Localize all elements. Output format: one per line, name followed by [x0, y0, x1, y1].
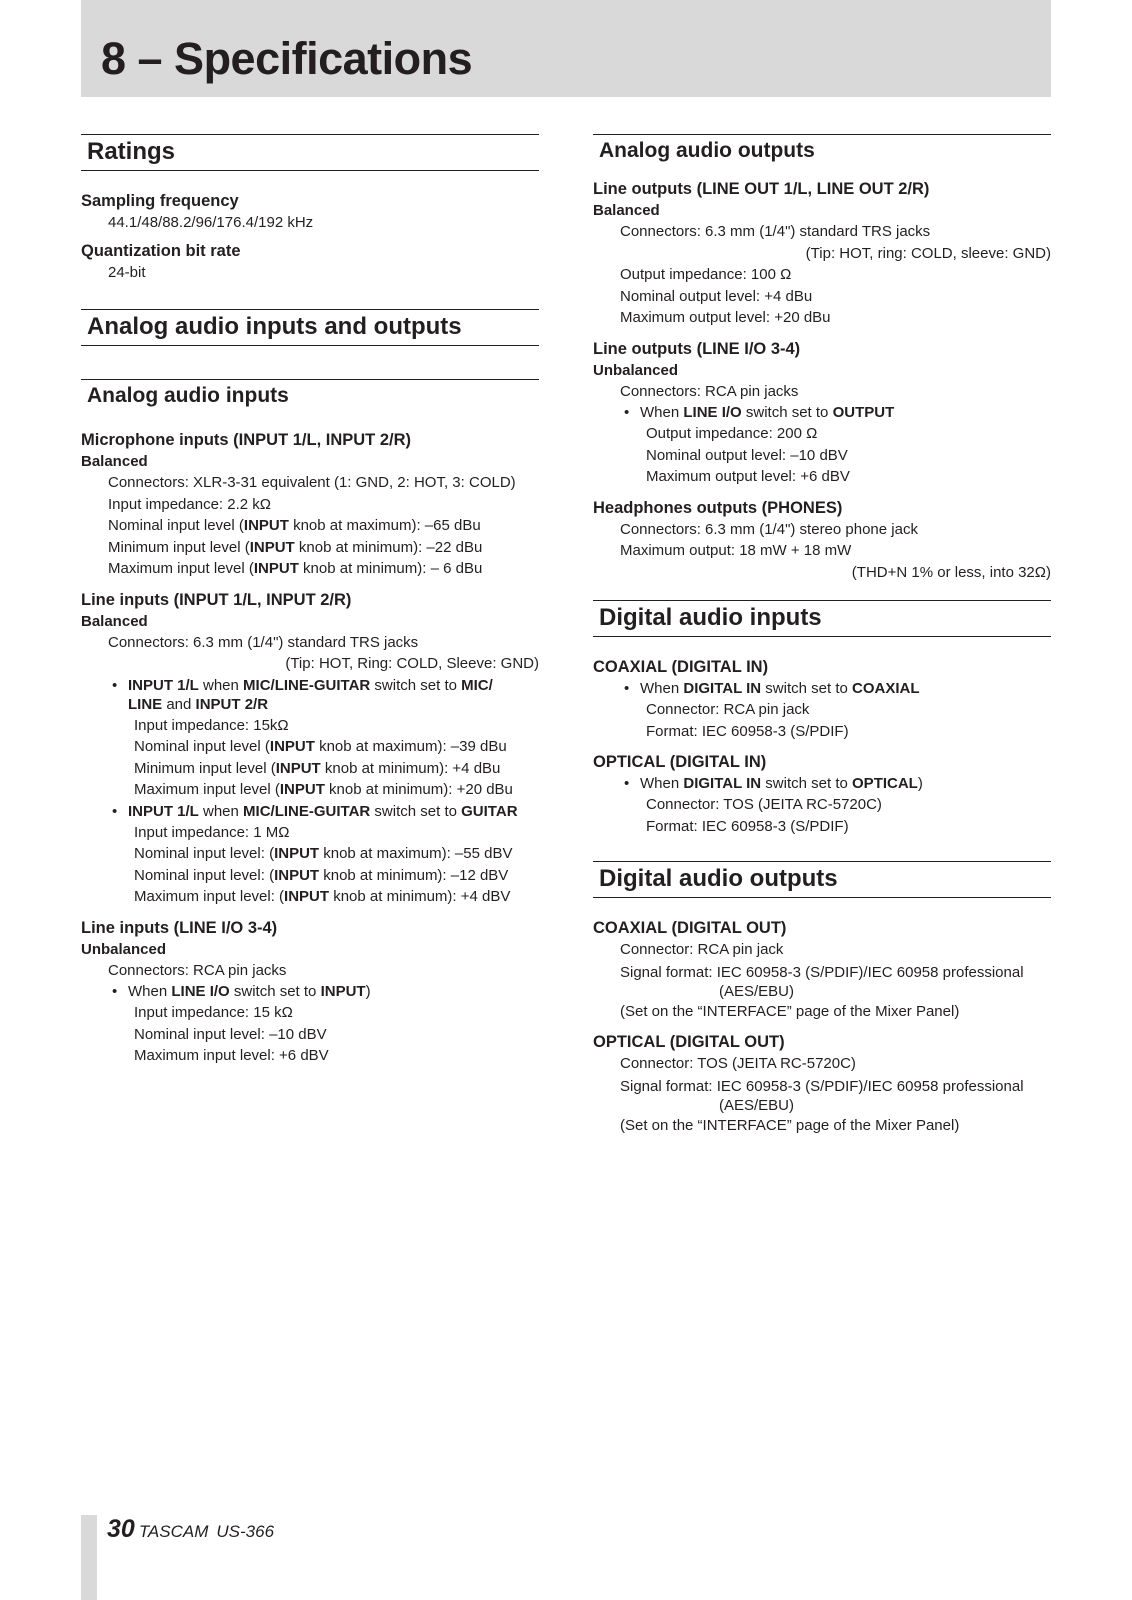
line-outputs-12-sub: Balanced: [593, 202, 660, 219]
line-outputs-12-connectors: Connectors: 6.3 mm (1/4") standard TRS jacks: [620, 223, 931, 240]
sampling-frequency-label: Sampling frequency: [81, 192, 239, 210]
footer-brand: TASCAM: [138, 1522, 209, 1541]
section-analog-outputs-heading: Analog audio outputs: [593, 134, 1051, 165]
page-number: 30: [107, 1515, 135, 1543]
phones-thd: (THD+N 1% or less, into 32Ω): [851, 563, 1051, 581]
line12-ml-impedance: Input impedance: 15kΩ: [134, 716, 289, 734]
line-outputs-12-title: Line outputs (LINE OUT 1/L, LINE OUT 2/R): [593, 180, 930, 198]
line12-g-impedance: Input impedance: 1 MΩ: [134, 823, 290, 841]
line-outputs-34-connectors: Connectors: RCA pin jacks: [620, 382, 799, 400]
line12-g-nominal-max: Nominal input level: (INPUT knob at maximum): –55 dBV: [134, 845, 513, 862]
optical-out-title: OPTICAL (DIGITAL OUT): [593, 1033, 785, 1051]
line12-ml-minimum: Minimum input level (INPUT knob at minimum): +4 dBu: [134, 759, 501, 777]
coaxial-out-format: Signal format: IEC 60958-3 (S/PDIF)/IEC 60958 professional: [620, 963, 1024, 981]
coaxial-in-format: Format: IEC 60958-3 (S/PDIF): [646, 722, 849, 740]
optical-in-title: OPTICAL (DIGITAL IN): [593, 753, 767, 771]
section-digital-inputs-heading: Digital audio inputs: [593, 600, 1051, 637]
coaxial-in-connector: Connector: RCA pin jack: [646, 701, 810, 718]
line-outputs-34-sub: Unbalanced: [593, 361, 679, 379]
line-outputs-34-impedance: Output impedance: 200 Ω: [646, 425, 818, 442]
line-outputs-12-tip: (Tip: HOT, ring: COLD, sleeve: GND): [805, 244, 1051, 262]
mic-minimum-level: Minimum input level (INPUT knob at minimum): –22 dBu: [108, 538, 483, 556]
section-digital-outputs-heading: Digital audio outputs: [593, 861, 1051, 898]
coaxial-in-bullet: • When DIGITAL IN switch set to COAXIAL: [593, 678, 1051, 699]
line12-ml-nominal: Nominal input level (INPUT knob at maximum): –39 dBu: [134, 738, 507, 755]
optical-in-bullet: • When DIGITAL IN switch set to OPTICAL): [593, 773, 1051, 794]
optical-out-format: Signal format: IEC 60958-3 (S/PDIF)/IEC 60958 professional: [620, 1077, 1024, 1095]
optical-out-note: (Set on the “INTERFACE” page of the Mixer Panel): [620, 1116, 960, 1134]
quantization-label: Quantization bit rate: [81, 241, 241, 260]
line34-nominal: Nominal input level: –10 dBV: [134, 1025, 327, 1043]
line-outputs-34-bullet: • When LINE I/O switch set to OUTPUT: [593, 402, 1051, 423]
phones-title: Headphones outputs (PHONES): [593, 498, 843, 517]
line34-impedance: Input impedance: 15 kΩ: [134, 1004, 293, 1021]
line-inputs-12-title: Line inputs (INPUT 1/L, INPUT 2/R): [81, 590, 352, 609]
mic-nominal-level: Nominal input level (INPUT knob at maximum): –65 dBu: [108, 517, 481, 534]
footer-bar: [81, 1515, 97, 1600]
optical-in-connector: Connector: TOS (JEITA RC-5720C): [646, 796, 882, 813]
coaxial-out-connector: Connector: RCA pin jack: [620, 941, 784, 958]
line-inputs-12-bullet-mic-line: • INPUT 1/L when MIC/LINE-GUITAR switch set to MIC/ LINE and INPUT 2/R: [81, 675, 539, 715]
optical-in-format: Format: IEC 60958-3 (S/PDIF): [646, 817, 849, 835]
line-inputs-12-bullet-guitar: • INPUT 1/L when MIC/LINE-GUITAR switch set to GUITAR: [81, 801, 539, 822]
phones-maximum: Maximum output: 18 mW + 18 mW: [620, 542, 852, 559]
footer-model: US-366: [216, 1522, 275, 1541]
optical-out-connector: Connector: TOS (JEITA RC-5720C): [620, 1055, 856, 1072]
mic-inputs-title: Microphone inputs (INPUT 1/L, INPUT 2/R): [81, 431, 411, 449]
mic-maximum-level: Maximum input level (INPUT knob at minimum): – 6 dBu: [108, 560, 483, 577]
section-analog-inputs-heading: Analog audio inputs: [81, 379, 539, 410]
coaxial-out-format-cont: (AES/EBU): [719, 982, 795, 1000]
line-outputs-34-title: Line outputs (LINE I/O 3-4): [593, 339, 801, 358]
line-outputs-34-nominal: Nominal output level: –10 dBV: [646, 446, 848, 464]
section-ratings-heading: Ratings: [81, 134, 539, 171]
line-inputs-34-sub: Unbalanced: [81, 940, 167, 958]
line-inputs-12-sub: Balanced: [81, 612, 148, 630]
quantization-value: 24-bit: [108, 263, 146, 281]
line-inputs-34-bullet: • When LINE I/O switch set to INPUT): [81, 981, 539, 1002]
sampling-frequency-value: 44.1/48/88.2/96/176.4/192 kHz: [108, 214, 314, 231]
line-outputs-34-maximum: Maximum output level: +6 dBV: [646, 468, 850, 485]
line-outputs-12-maximum: Maximum output level: +20 dBu: [620, 309, 831, 326]
line12-g-maximum: Maximum input level: (INPUT knob at minimum): +4 dBV: [134, 888, 511, 905]
right-column: [593, 134, 1051, 1136]
line-inputs-12-connectors: Connectors: 6.3 mm (1/4") standard TRS jacks: [108, 633, 419, 651]
chapter-title: 8 – Specifications: [101, 33, 473, 84]
page-footer: [107, 1516, 274, 1545]
line12-ml-maximum: Maximum input level (INPUT knob at minimum): +20 dBu: [134, 781, 513, 798]
line-inputs-34-connectors: Connectors: RCA pin jacks: [108, 961, 287, 979]
line12-g-nominal-min: Nominal input level: (INPUT knob at minimum): –12 dBV: [134, 866, 509, 884]
phones-connectors: Connectors: 6.3 mm (1/4") stereo phone jack: [620, 520, 918, 538]
optical-out-format-cont: (AES/EBU): [719, 1096, 795, 1114]
line-outputs-12-impedance: Output impedance: 100 Ω: [620, 266, 792, 283]
coaxial-out-note: (Set on the “INTERFACE” page of the Mixer Panel): [620, 1002, 960, 1020]
left-column: [81, 134, 539, 1067]
mic-connectors: Connectors: XLR-3-31 equivalent (1: GND, 2: HOT, 3: COLD): [108, 474, 516, 491]
line34-maximum: Maximum input level: +6 dBV: [134, 1047, 329, 1064]
mic-impedance: Input impedance: 2.2 kΩ: [108, 495, 271, 513]
coaxial-out-title: COAXIAL (DIGITAL OUT): [593, 919, 787, 937]
mic-inputs-sub: Balanced: [81, 453, 148, 470]
section-analog-io-heading: Analog audio inputs and outputs: [81, 309, 539, 346]
line-inputs-12-tip: (Tip: HOT, Ring: COLD, Sleeve: GND): [285, 655, 539, 672]
line-inputs-34-title: Line inputs (LINE I/O 3-4): [81, 918, 278, 937]
coaxial-in-title: COAXIAL (DIGITAL IN): [593, 658, 769, 676]
line-outputs-12-nominal: Nominal output level: +4 dBu: [620, 287, 813, 305]
